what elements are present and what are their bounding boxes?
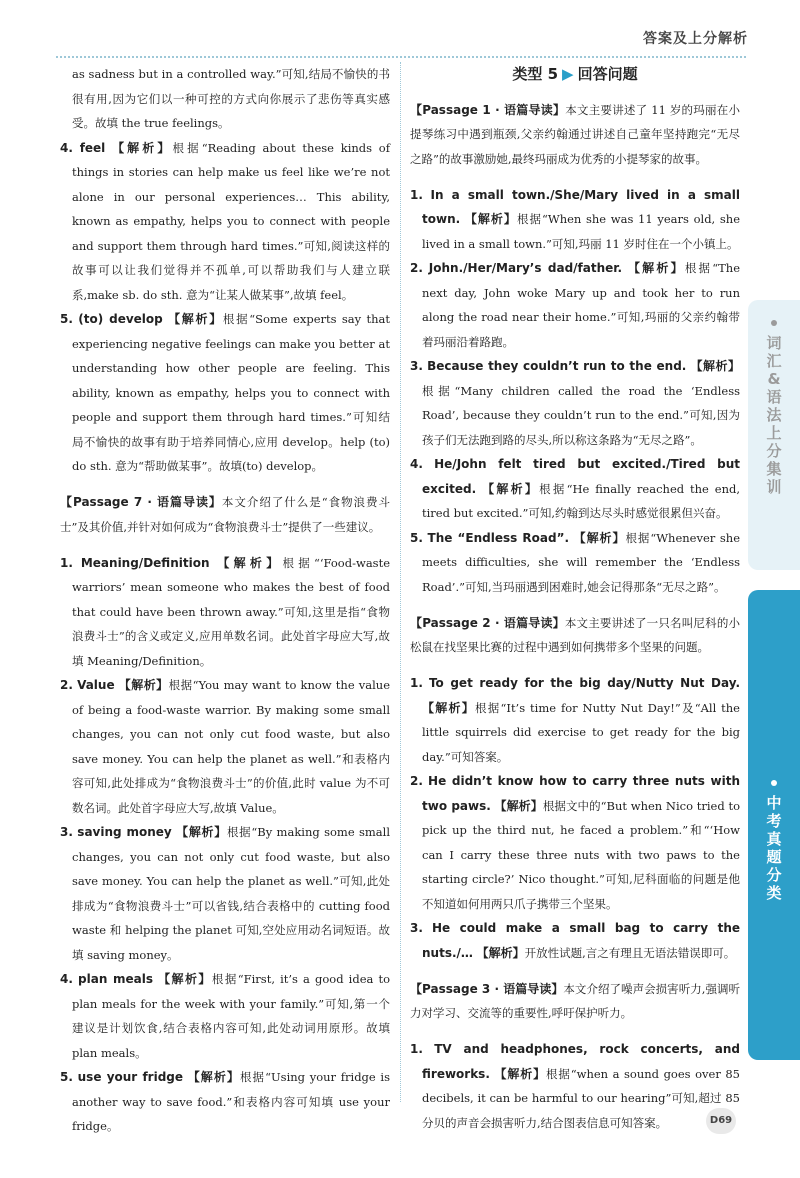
- item-answer: He could make a small bag to carry the nuts./…: [422, 921, 741, 960]
- item-number: 4.: [60, 140, 73, 155]
- item-analysis-tag: 【解析】: [476, 945, 525, 960]
- item-analysis-tag: 【解析】: [168, 312, 223, 326]
- answer-item: [410, 256, 740, 354]
- item-analysis-text: 根据“Many children called the road the ‘Endless Road’, because they couldn’t run to the end.”可知,因为孩子们无法跑到路的尽头,所以称这条路为“无尽之路”。: [422, 383, 740, 447]
- item-analysis-text: 根据“It’s time for Nutty Nut Day!”及“All the little squirrels did exercise to get ready for the big day.”可知答案。: [422, 700, 740, 764]
- item-analysis-tag: 【解析】: [176, 825, 227, 839]
- tab-dot-icon: [771, 320, 777, 326]
- answer-item: [60, 307, 390, 479]
- passage1-tag: 【Passage 1 · 语篇导读】: [410, 102, 566, 117]
- item-answer: Meaning/Definition: [80, 555, 210, 570]
- item-analysis-text: 开放性试题,言之有理且无语法错误即可。: [524, 945, 736, 960]
- item-answer: He/John felt tired but excited./Tired but excited.: [422, 457, 740, 496]
- item-analysis-tag: 【解析】: [573, 530, 626, 545]
- item-number: 3.: [410, 359, 423, 373]
- item-analysis-tag: 【解析】: [690, 359, 740, 373]
- item-analysis-text: 根据“‘Food-waste warriors’ mean someone who makes the best of food that could have been thrown away.”可知,这里是指“食物浪费斗士”的含义或定义,应用单数名词。此处首字母应大写,故填 Meaning/Definition。: [72, 555, 390, 668]
- item-analysis-text: 根据“First, it’s a good idea to plan meals for the week with your family.”可知,第一个建议是计划饮食,结合表格内容可知,此处动词用原形。故填 plan meals。: [72, 972, 391, 1060]
- side-tab-vocab-grammar-label: 词汇&语法 上分集训: [766, 334, 782, 496]
- passage2-guide: [410, 611, 740, 660]
- item-analysis-tag: 【解析】: [217, 555, 283, 570]
- item-answer: feel: [79, 140, 106, 155]
- page-number: D69: [706, 1108, 736, 1134]
- item-number: 2.: [410, 774, 423, 788]
- item-number: 2.: [60, 678, 73, 692]
- answer-item: [410, 526, 740, 600]
- item-number: 3.: [410, 921, 423, 935]
- passage3-tag: 【Passage 3 · 语篇导读】: [410, 981, 564, 996]
- item-number: 1.: [410, 676, 423, 690]
- section-title-label: 回答问题: [577, 65, 638, 83]
- answer-item: [410, 769, 740, 916]
- answer-item: [60, 136, 390, 308]
- item-analysis-tag: 【解析】: [112, 140, 173, 155]
- tab-dot-icon: [771, 780, 777, 786]
- passage1-guide: [410, 98, 740, 172]
- passage3-guide: [410, 977, 740, 1026]
- item-analysis-text: 根据“Some experts say that experiencing negative feelings can make you better at understanding how other people are feeling. This ability, known as empathy, helps you to connect with people and support them through hard times.”可知结局不愉快的故事有助于培养同情心,应用 develop。help (to) do sth. 意为“帮助做某事”。故填(to) develop。: [72, 312, 390, 473]
- section-title-type: 类型 5: [512, 65, 559, 83]
- item-analysis-tag: 【解析】: [158, 972, 212, 986]
- side-tab-exam-questions[interactable]: [748, 590, 800, 1060]
- item-number: 5.: [410, 530, 423, 545]
- item-number: 4.: [60, 972, 73, 986]
- item-answer: Because they couldn’t run to the end.: [427, 359, 687, 373]
- answer-item: [410, 183, 740, 257]
- passage3-text: 本文介绍了噪声会损害听力,强调听力对学习、交流等的重要性,呼吁保护听力。: [410, 981, 741, 1020]
- item-analysis-text: 根据“Reading about these kinds of things in stories can help make us feel like we’re not alone in our personal experiences… This ability, known as empathy, helps you to connect with people and support them through hard times.”可知,阅读这样的故事可以让我们觉得并不孤单,可以帮助我们与人建立联系,make sb. do sth. 意为“让某人做某事”,故填 feel。: [72, 140, 390, 302]
- answer-item: [60, 1065, 390, 1139]
- item-analysis-text: 根据“When she was 11 years old, she lived in a small town.”可知,玛丽 11 岁时住在一个小镇上。: [422, 212, 741, 251]
- item-analysis-text: 根据“By making some small changes, you can not only cut food waste, but also save money. You can help the planet as well.”可知,此处排成为“食物浪费斗士”可以省钱,结合表格中的 cutting food waste 和 helping the planet 可知,空处应用动名词短语。故填 saving money。: [72, 825, 391, 962]
- item-answer: He didn’t know how to carry three nuts with two paws.: [422, 774, 740, 813]
- side-tab-exam-questions-label: 中考真题分类: [766, 794, 782, 902]
- item-number: 1.: [410, 1042, 423, 1056]
- item-answer: John./Her/Mary’s dad/father.: [428, 261, 623, 275]
- passage2-tag: 【Passage 2 · 语篇导读】: [410, 615, 565, 630]
- item-analysis-tag: 【解析】: [494, 1066, 546, 1081]
- item-number: 3.: [60, 825, 73, 839]
- passage1-text: 本文主要讲述了 11 岁的玛丽在小提琴练习中遇到瓶颈,父亲约翰通过讲述自己童年坚持跑完“无尽之路”的故事激励她,最终玛丽成为优秀的小提琴家的故事。: [410, 102, 740, 166]
- left-column: [60, 62, 390, 1139]
- item-analysis-text: 根据“Using your fridge is another way to save food.”和表格内容可知填 use your fridge。: [72, 1070, 391, 1133]
- answer-item: [60, 551, 390, 674]
- column-divider: [400, 62, 401, 1102]
- item-analysis-tag: 【解析】: [118, 678, 169, 692]
- answer-item: [60, 673, 390, 820]
- triangle-arrow-icon: ▶: [562, 65, 574, 83]
- item-analysis-text: 根据“He finally reached the end, tired but excited.”可知,约翰到达尽头时感觉很累但兴奋。: [422, 481, 740, 520]
- item-analysis-text: 根据“Whenever she meets difficulties, she will remember the ‘Endless Road’.”可知,当玛丽遇到困难时,她会记得那条“无尽之路”。: [422, 530, 740, 594]
- item-analysis-text: 根据“You may want to know the value of being a food-waste warrior. By making some small changes, you can not only cut food waste, but also save money. You can help the planet as well.”和表格内容可知,此处排成为“食物浪费斗士”的价值,此时 value 为不可数名词。此处首字母应大写,故填 Value。: [72, 678, 391, 815]
- item-analysis-tag: 【解析】: [627, 261, 685, 275]
- item-analysis-tag: 【解析】: [494, 798, 543, 813]
- item-number: 5.: [60, 1070, 73, 1084]
- item-number: 2.: [410, 261, 423, 275]
- passage7-tag: 【Passage 7 · 语篇导读】: [60, 495, 222, 509]
- answer-item: [60, 820, 390, 967]
- page-header-title: 答案及上分解析: [643, 31, 748, 47]
- item-answer: use your fridge: [77, 1070, 184, 1084]
- item-answer: Value: [77, 678, 115, 692]
- item-number: 1.: [60, 555, 73, 570]
- item-number: 5.: [60, 312, 73, 326]
- item-answer: The “Endless Road”.: [427, 530, 570, 545]
- answer-item: [410, 916, 740, 965]
- item-analysis-text: 根据“when a sound goes over 85 decibels, it can be harmful to our hearing”可知,超过 85 分贝的声音会损害听力,结合图表信息可知答案。: [422, 1066, 740, 1130]
- item-analysis-text: 根据文中的“But when Nico tried to pick up the third nut, he faced a problem.”和“‘How can I carry these three nuts with two paws to the starting circle?’ Nico thought.”可知,尼科面临的问题是他不知道如何用两只爪子携带三个坚果。: [422, 798, 740, 911]
- answer-item: [410, 1037, 740, 1135]
- item-answer: saving money: [77, 825, 172, 839]
- answer-item: [410, 452, 740, 526]
- section-title: [410, 62, 740, 86]
- item-analysis-tag: 【解析】: [482, 481, 540, 496]
- passage2-text: 本文主要讲述了一只名叫尼科的小松鼠在找坚果比赛的过程中遇到如何携带多个坚果的问题。: [410, 615, 741, 654]
- header-divider: [56, 56, 746, 58]
- item-answer: (to) develop: [78, 312, 163, 326]
- answer-item: [410, 671, 740, 769]
- item-analysis-tag: 【解析】: [187, 1070, 240, 1084]
- passage7-guide: [60, 490, 390, 539]
- answer-item: [60, 967, 390, 1065]
- right-column: [410, 62, 740, 1135]
- item-answer: plan meals: [78, 972, 153, 986]
- item-number: 4.: [410, 457, 423, 471]
- item-answer: In a small town./She/Mary lived in a small town.: [422, 187, 741, 226]
- passage7-text: 本文介绍了什么是“食物浪费斗士”及其价值,并针对如何成为“食物浪费斗士”提供了一些建议。: [60, 495, 390, 534]
- item-number: 1.: [410, 187, 423, 202]
- answer-item: [410, 354, 740, 452]
- item-answer: To get ready for the big day/Nutty Nut Day.: [428, 676, 741, 690]
- item-answer: TV and headphones, rock concerts, and fireworks.: [422, 1042, 741, 1081]
- side-tab-vocab-grammar[interactable]: [748, 300, 800, 570]
- item-analysis-tag: 【解析】: [422, 700, 476, 715]
- item-analysis-text: 根据“The next day, John woke Mary up and took her to run along the road near their home.”可知,玛丽的父亲约翰带着玛丽沿着路跑。: [422, 261, 741, 349]
- left-intro-paragraph: as sadness but in a controlled way.”可知,结局不愉快的书很有用,因为它们以一种可控的方式向你展示了悲伤等真实感受。故填 the true feelings。: [72, 67, 390, 130]
- item-analysis-tag: 【解析】: [464, 212, 517, 226]
